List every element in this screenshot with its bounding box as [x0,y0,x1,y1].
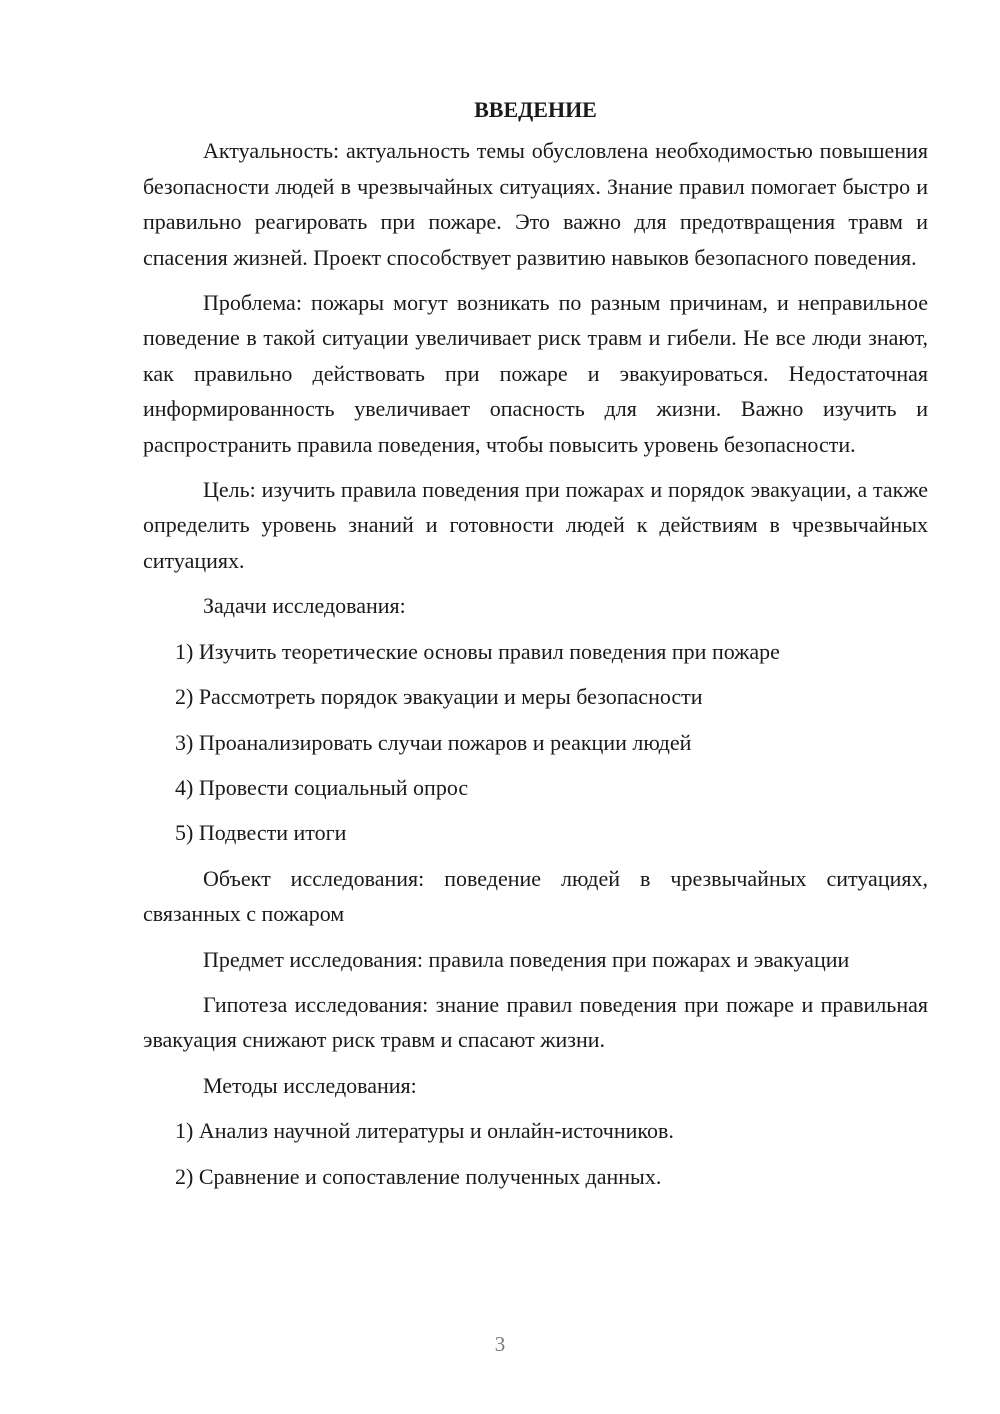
document-page [143,92,928,1204]
task-item: 3) Проанализировать случаи пожаров и реакции людей [175,729,692,755]
tasks-list [143,634,928,851]
task-item: 2) Рассмотреть порядок эвакуации и меры безопасности [175,684,703,710]
task-item: 4) Провести социальный опрос [175,774,469,800]
subject-paragraph: Предмет исследования: правила поведения при пожарах и эвакуации [203,946,850,972]
task-item: 5) Подвести итоги [175,820,347,846]
method-item: 2) Сравнение и сопоставление полученных данных. [175,1163,662,1189]
goal-paragraph: Цель: изучить правила поведения при пожарах и порядок эвакуации, а также определить уровень знаний и готовности людей к действиям в чрезвычайных ситуациях. [143,477,928,573]
task-item: 1) Изучить теоретические основы правил поведения при пожаре [175,638,780,664]
method-item: 1) Анализ научной литературы и онлайн-источников. [175,1118,674,1144]
page-number: 3 [494,1332,506,1356]
relevance-paragraph: Актуальность: актуальность темы обусловлена необходимостью повышения безопасности людей в чрезвычайных ситуациях. Знание правил помогает быстро и правильно реагировать при пожаре. Это важно для предотвращения травм и спасения жизней. Проект способствует развитию навыков безопасного поведения. [143,138,928,270]
methods-list [143,1113,928,1194]
problem-paragraph: Проблема: пожары могут возникать по разным причинам, и неправильное поведение в такой ситуации увеличивает риск травм и гибели. Не все люди знают, как правильно действовать при пожаре и эвакуироваться. Недостаточная информированность увеличивает опасность для жизни. Важно изучить и распространить правила поведения, чтобы повысить уровень безопасности. [143,290,928,457]
tasks-heading: Задачи исследования: [203,593,406,619]
document-title: ВВЕДЕНИЕ [474,97,597,122]
methods-heading: Методы исследования: [203,1072,417,1098]
hypothesis-paragraph: Гипотеза исследования: знание правил поведения при пожаре и правильная эвакуация снижают риск травм и спасают жизни. [143,991,928,1053]
object-paragraph: Объект исследования: поведение людей в чрезвычайных ситуациях, связанных с пожаром [143,865,928,927]
